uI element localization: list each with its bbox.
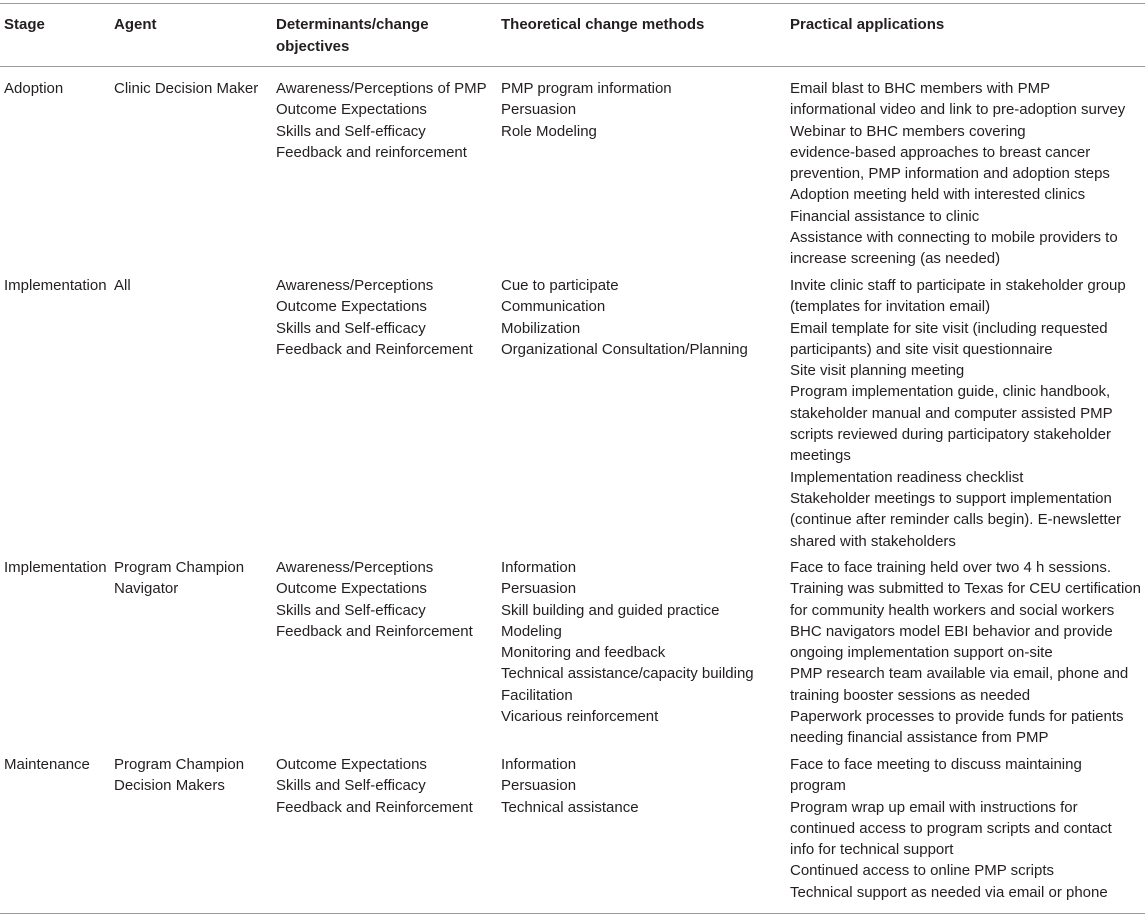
header-practical-applications: Practical applications — [790, 16, 945, 33]
theoretical-methods-cell: Information Persuasion Skill building and guided practice Modeling Monitoring and feedback Technical assistance/capacity building Facilitation Vicarious reinforcement — [501, 559, 754, 726]
stage-cell: Implementation — [4, 277, 107, 294]
header-rule — [0, 66, 1145, 67]
theoretical-methods-cell: PMP program information Persuasion Role Modeling — [501, 80, 672, 140]
determinants-cell: Awareness/Perceptions Outcome Expectations Skills and Self-efficacy Feedback and Reinforcement — [276, 559, 473, 640]
practical-applications-cell: Email blast to BHC members with PMP informational video and link to pre-adoption survey Webinar to BHC members covering evidence-based approaches to breast cancer prevention, PMP information and adoption steps Adoption meeting held with interested clinics Financial assistance to clinic Assistance with connecting to mobile providers to increase screening (as needed) — [790, 80, 1126, 268]
agent-cell: Clinic Decision Maker — [114, 80, 259, 97]
theoretical-methods-cell: Cue to participate Communication Mobilization Organizational Consultation/Planning — [501, 277, 748, 358]
practical-applications-cell: Invite clinic staff to participate in stakeholder group (templates for invitation email) Email template for site visit (including requested participants) and site visit questionnaire Site visit planning meeting Program implementation guide, clinic handbook, stakeholder manual and computer assisted PMP scripts reviewed during participatory stakeholder meetings Implementation readiness checklist Stakeholder meetings to support implementation (continue after reminder calls begin). E-newsletter shared with stakeholders — [790, 277, 1126, 550]
agent-cell: Program Champion Decision Makers — [114, 756, 245, 795]
practical-applications-cell: Face to face meeting to discuss maintaining program Program wrap up email with instructions for continued access to program scripts and contact info for technical support Continued access to online PMP scripts Technical support as needed via email or phone — [790, 756, 1112, 901]
table-top-rule — [0, 3, 1145, 4]
header-theoretical-methods: Theoretical change methods — [501, 16, 705, 33]
determinants-cell: Awareness/Perceptions Outcome Expectations Skills and Self-efficacy Feedback and Reinforcement — [276, 277, 473, 358]
agent-cell: Program Champion Navigator — [114, 559, 245, 598]
header-determinants: Determinants/change objectives — [276, 16, 429, 55]
practical-applications-cell: Face to face training held over two 4 h sessions. Training was submitted to Texas for CEU certification for community health workers and social workers BHC navigators model EBI behavior and provide ongoing implementation support on-site PMP research team available via email, phone and training booster sessions as needed Paperwork processes to provide funds for patients needing financial assistance from PMP — [790, 559, 1141, 747]
stage-cell: Implementation — [4, 559, 107, 576]
determinants-cell: Awareness/Perceptions of PMP Outcome Expectations Skills and Self-efficacy Feedback and reinforcement — [276, 80, 487, 161]
agent-cell: All — [114, 277, 131, 294]
header-agent: Agent — [114, 16, 157, 33]
theoretical-methods-cell: Information Persuasion Technical assistance — [501, 756, 639, 816]
table-bottom-rule — [0, 913, 1145, 914]
header-stage: Stage — [4, 16, 45, 33]
stage-cell: Maintenance — [4, 756, 90, 773]
determinants-cell: Outcome Expectations Skills and Self-efficacy Feedback and Reinforcement — [276, 756, 473, 816]
stage-cell: Adoption — [4, 80, 64, 97]
